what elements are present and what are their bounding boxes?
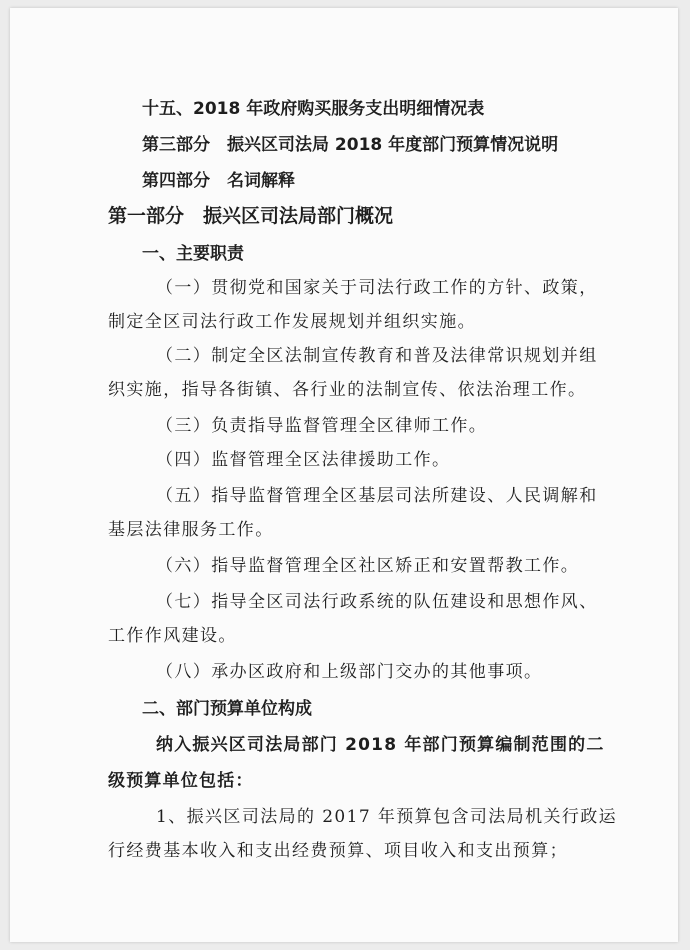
paragraph-line: 织实施，指导各街镇、各行业的法制宣传、依法治理工作。 [108, 380, 587, 400]
paragraph-line: （六）指导监督管理全区社区矫正和安置帮教工作。 [156, 556, 580, 576]
paragraph-line: 行经费基本收入和支出经费预算、项目收入和支出预算； [108, 841, 568, 861]
paragraph-line: （三）负责指导监督管理全区律师工作。 [156, 416, 488, 436]
toc-item-15: 十五、2018 年政府购买服务支出明细情况表 [142, 99, 485, 119]
section2-heading: 二、部门预算单位构成 [142, 699, 312, 719]
section1-heading: 一、主要职责 [142, 244, 244, 264]
toc-part-4: 第四部分 名词解释 [142, 171, 295, 191]
paragraph-line: （一）贯彻党和国家关于司法行政工作的方针、政策， [156, 278, 598, 298]
toc-part-3: 第三部分 振兴区司法局 2018 年度部门预算情况说明 [142, 135, 559, 155]
paragraph-line: （四）监督管理全区法律援助工作。 [156, 450, 451, 470]
paragraph-line: 1、振兴区司法局的 2017 年预算包含司法局机关行政运 [156, 807, 618, 827]
paragraph-line: 制定全区司法行政工作发展规划并组织实施。 [108, 312, 476, 332]
paragraph-line: （七）指导全区司法行政系统的队伍建设和思想作风、 [156, 592, 598, 612]
paragraph-line: 基层法律服务工作。 [108, 520, 274, 540]
paragraph-line: （八）承办区政府和上级部门交办的其他事项。 [156, 662, 543, 682]
paragraph-line: 级预算单位包括： [108, 771, 254, 791]
paragraph-line: 工作作风建设。 [108, 626, 237, 646]
document-page [10, 8, 678, 942]
paragraph-line: 纳入振兴区司法局部门 2018 年部门预算编制范围的二 [156, 735, 605, 755]
paragraph-line: （五）指导监督管理全区基层司法所建设、人民调解和 [156, 486, 598, 506]
paragraph-line: （二）制定全区法制宣传教育和普及法律常识规划并组 [156, 346, 598, 366]
part1-heading: 第一部分 振兴区司法局部门概况 [108, 205, 394, 227]
